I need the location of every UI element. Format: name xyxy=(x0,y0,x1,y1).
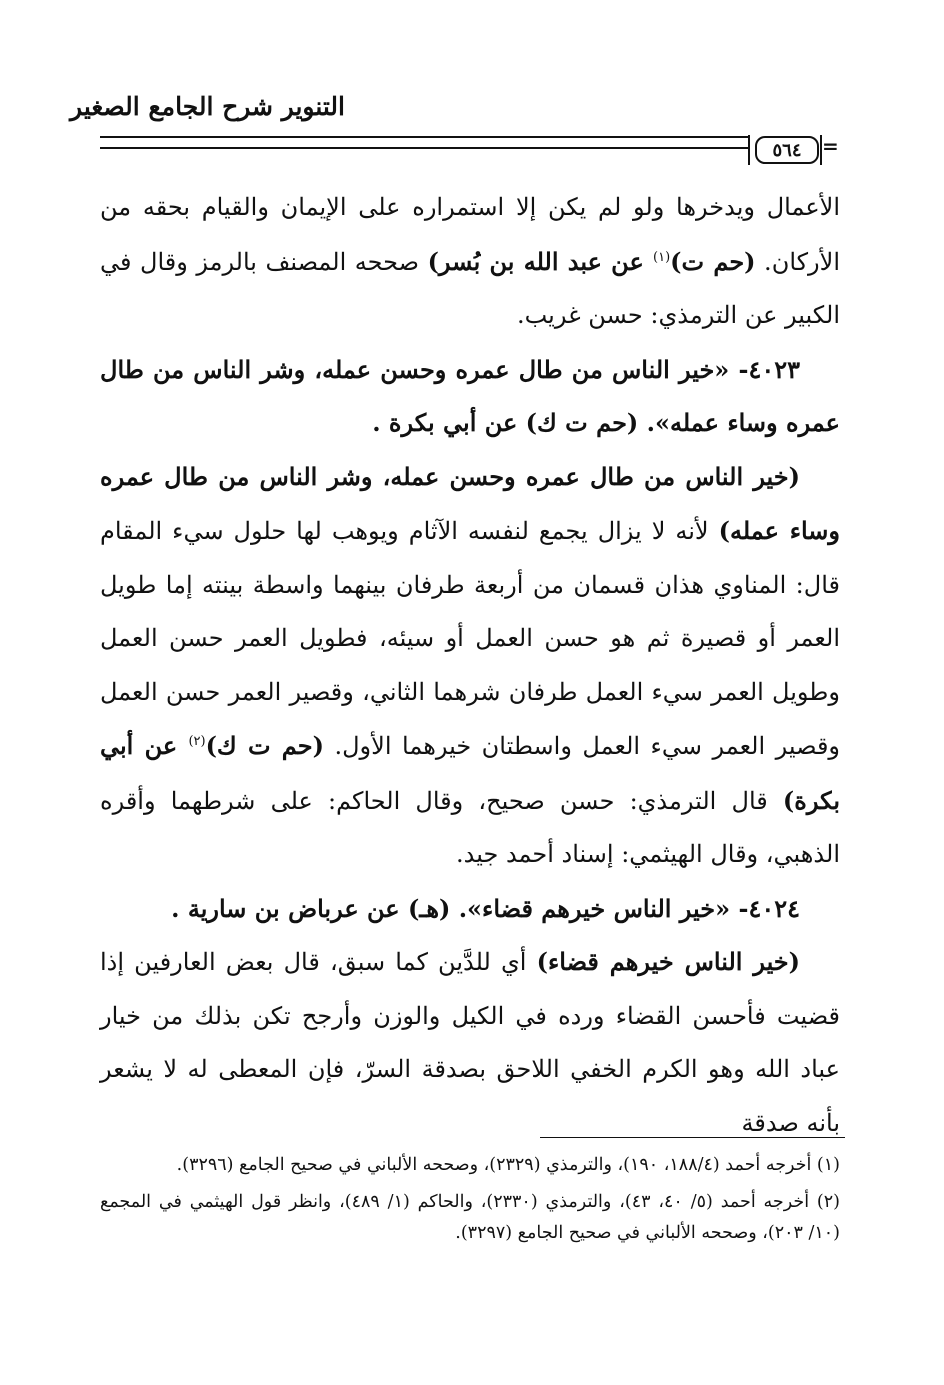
hadith-4024 xyxy=(100,882,840,936)
header-rule-top xyxy=(100,136,750,138)
header-ornament: = xyxy=(822,134,839,158)
hadith-number: ٤٠٢٤- xyxy=(730,893,800,923)
hadith-4023 xyxy=(100,343,840,450)
quoted-hadith: (خير الناس خيرهم قضاء) xyxy=(536,947,801,976)
paragraph-1 xyxy=(100,181,840,343)
quoted-hadith: (خير الناس من طال عمره وحسن عمله، وشر الناس من طال عمره وساء عمله) xyxy=(100,461,841,545)
page-number: ٥٦٤ xyxy=(755,136,819,164)
narrator-name: عن أبي بكرة) xyxy=(100,731,840,815)
narrator-name: عن عبد الله بن بُسر) xyxy=(427,246,654,276)
footnote-2: (٢) أخرجه أحمد (٥/ ٤٠، ٤٣)، والترمذي (٢٣٣٠)، والحاكم (١/ ٤٨٩)، وانظر قول الهيثمي في المجمع (١٠/ ٢٠٣)، وصححه الألباني في صحيح الجامع (٣٢٩٧). xyxy=(100,1192,840,1243)
paragraph-3 xyxy=(100,935,840,1150)
paragraph-text: قال الترمذي: حسن صحيح، وقال الحاكم: على شرطهما وأقره الذهبي، وقال الهيثمي: إسناد أحمد جيد. xyxy=(100,786,840,868)
footnote-1: (١) أخرجه أحمد (١٨٨/٤، ١٩٠)، والترمذي (٢٣٢٩)، وصححه الألباني في صحيح الجامع (٣٢٩٦). xyxy=(176,1155,840,1175)
hadith-number: ٤٠٢٣- xyxy=(729,354,800,384)
source-code: (حم ت ك) xyxy=(205,731,324,760)
header-rule-bottom xyxy=(100,147,750,149)
main-text xyxy=(100,181,840,1150)
paragraph-2 xyxy=(100,450,840,882)
footnote-ref-1: (١) xyxy=(653,249,671,265)
hadith-text: «خير الناس من طال عمره وحسن عمله، وشر الناس من طال عمره وساء عمله». (حم ت ك) عن أبي بكرة . xyxy=(100,354,840,437)
page-box-left-bar xyxy=(748,135,750,165)
paragraph-text: لأنه لا يزال يجمع لنفسه الآثام ويوهب لها حلول سيء المقام قال: المناوي هذان قسمان من أربعة طرفان بينهما واسطة بينته إما طويل العمر أو قصيرة ثم هو حسن العمل أو سيئه، فطويل العمر حسن العمل وطويل العمر سيء العمل طرفان شرهما الثاني، وقصير العمر حسن العمل وقصير العمر سيء العمل واسطتان خيرهما الأول. xyxy=(100,517,841,760)
running-header-title: التنوير شرح الجامع الصغير xyxy=(70,92,345,121)
paragraph-text: الأعمال ويدخرها ولو لم يكن إلا استمراره على الإيمان والقيام بحقه من الأركان. xyxy=(100,193,840,276)
footnote-ref-2: (٢) xyxy=(188,734,206,749)
source-code: (حم ت) xyxy=(670,246,756,276)
hadith-text: «خير الناس خيرهم قضاء». (هـ) عن عرباض بن سارية . xyxy=(171,893,731,923)
paragraph-text: أي للدَّين كما سبق، قال بعض العارفين إذا قضيت فأحسن القضاء ورده في الكيل والوزن وأرجح تكن بذلك من خيار عباد الله وهو الكرم الخفي اللاحق بصدقة السرّ، فإن المعطى له لا يشعر بأنه صدقة xyxy=(100,948,840,1137)
footnote-separator xyxy=(540,1137,845,1138)
paragraph-text: صححه المصنف بالرمز وقال في الكبير عن الترمذي: حسن غريب. xyxy=(100,247,840,329)
footnotes xyxy=(100,1150,840,1255)
